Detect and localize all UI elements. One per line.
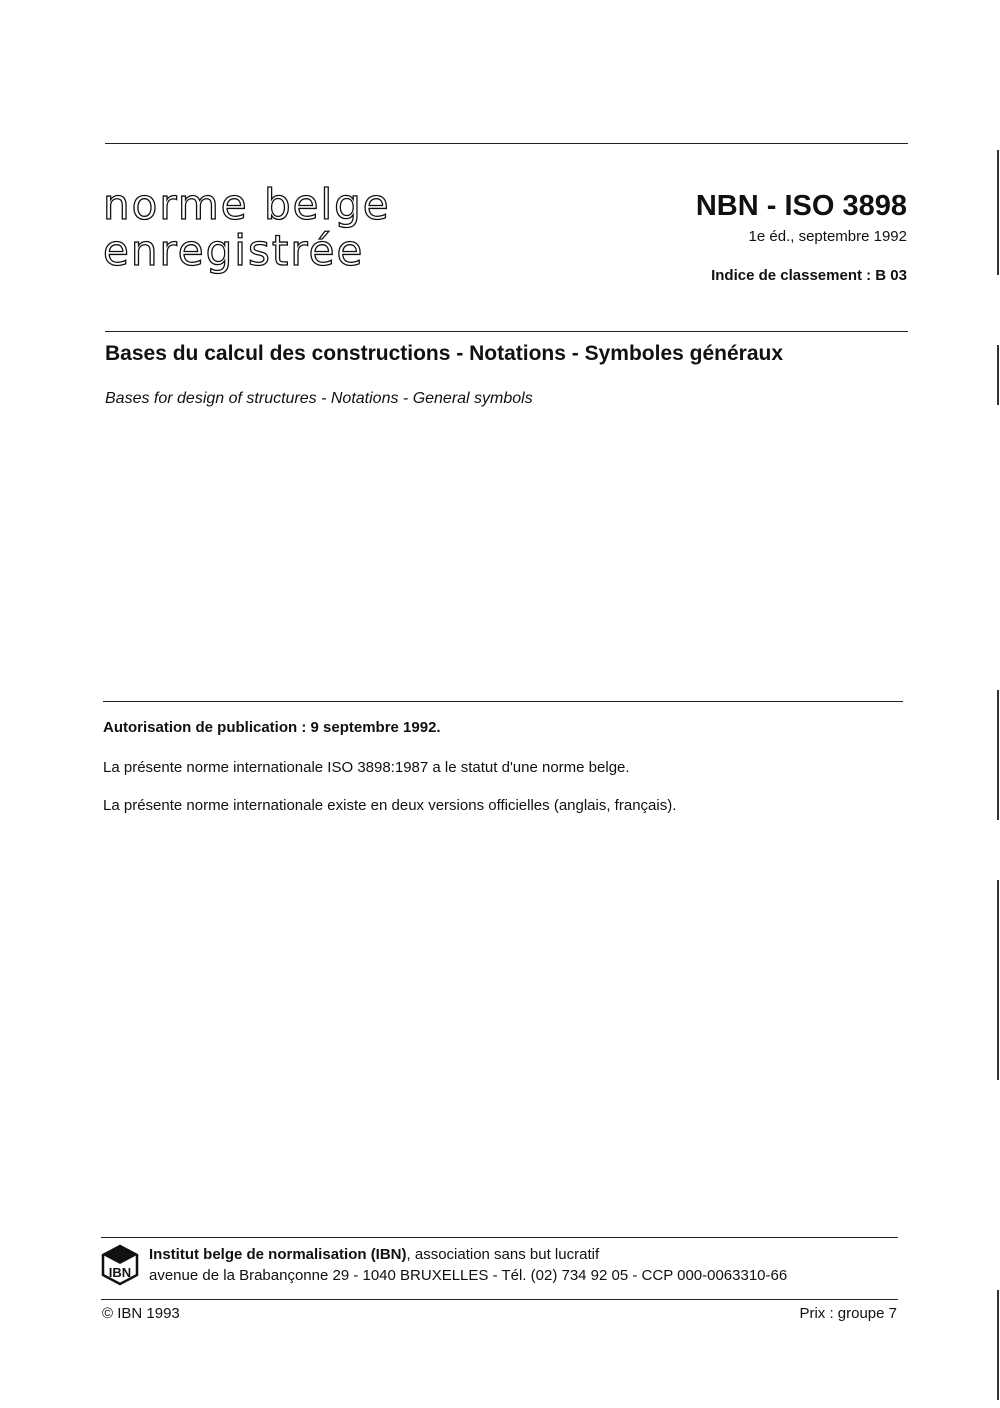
institute-line: [149, 1246, 599, 1263]
price-group: Prix : groupe 7: [799, 1305, 897, 1322]
title-french: Bases du calcul des constructions - Notations - Symboles généraux: [105, 342, 784, 365]
standard-number: NBN - ISO 3898: [695, 190, 907, 222]
classification-index: Indice de classement : B 03: [711, 267, 907, 284]
brand-line-2: enregistrée: [103, 226, 365, 275]
copyright: © IBN 1993: [102, 1305, 180, 1322]
edition-date: 1e éd., septembre 1992: [748, 228, 907, 245]
institute-address: avenue de la Brabançonne 29 - 1040 BRUXELLES - Tél. (02) 734 92 05 - CCP 000-0063310-66: [149, 1267, 788, 1284]
publication-rule: [103, 701, 903, 702]
scan-edge-mark: [997, 880, 999, 1080]
title-english: Bases for design of structures - Notations - General symbols: [105, 390, 533, 407]
scan-edge-mark: [997, 690, 999, 820]
scan-edge-mark: [997, 1290, 999, 1400]
publication-authorization: Autorisation de publication : 9 septembre 1992.: [103, 719, 441, 736]
top-rule: [105, 143, 908, 144]
institute-name: Institut belge de normalisation (IBN): [149, 1246, 407, 1263]
status-paragraph: La présente norme internationale ISO 3898:1987 a le statut d'une norme belge.: [103, 759, 630, 776]
institute-description: , association sans but lucratif: [406, 1246, 600, 1263]
brand-line-1: norme belge: [103, 180, 391, 229]
scan-edge-mark: [997, 150, 999, 275]
title-rule: [105, 331, 908, 332]
logo-text: IBN: [108, 1265, 132, 1280]
ibn-logo: [100, 1244, 140, 1286]
footer-rule-bottom: [101, 1299, 898, 1300]
scan-edge-mark: [997, 345, 999, 405]
footer-rule-top: [101, 1237, 898, 1238]
versions-paragraph: La présente norme internationale existe en deux versions officielles (anglais, français).: [103, 797, 677, 814]
